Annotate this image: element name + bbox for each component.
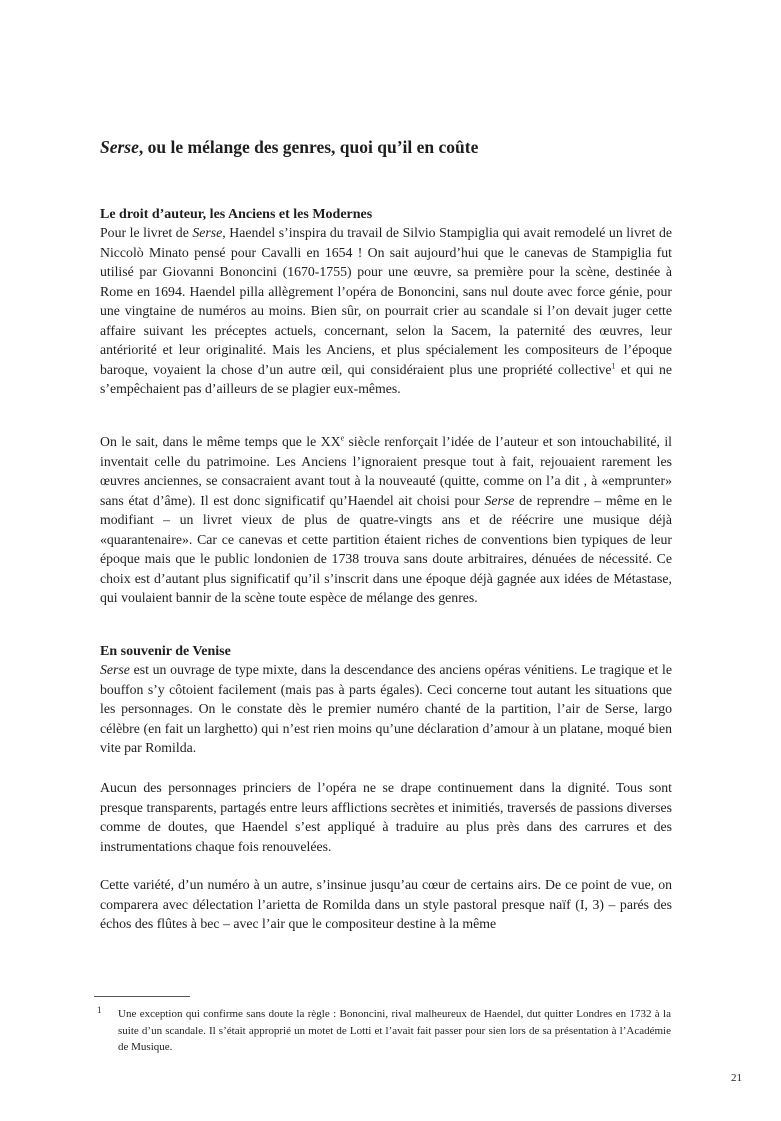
paragraph-patrimoine: On le sait, dans le même temps que le XXe siècle renforçait l’idée de l’auteur et son intouchabilité, il inventait celle du patrimoine. Les Anciens l’ignoraient presque tout à fait, rejouaient rarement les œuvres anciennes, se consacraient avant tout à la nouveauté (quitte, comme on l’a dit , à «emprunter» sans état d’âme). Il est donc significatif qu’Haendel ait choisi pour Serse de reprendre – même en le modifiant – un livret vieux de plus de quatre-vingts ans et de réécrire une musique déjà «quarantenaire». Car ce canevas et cette partition étaient riches de conventions bien typiques de leur époque mais que le public londonien de 1738 trouva sans doute arbitraires, dénuées de nécessité. Ce choix est d’autant plus significatif qu’il s’inscrit dans une époque déjà gagnée aux idées de Métastase, qui voulaient bannir de la scène toute espèce de mélange des genres. xyxy=(100,433,673,605)
title-rest: , ou le mélange des genres, quoi qu’il en coûte xyxy=(138,137,479,157)
paragraph-personnages: Aucun des personnages princiers de l’opéra ne se drape continuement dans la dignité. Tous sont presque transparents, partagés entre leurs afflictions secrètes et inimitiés, traversés de passions diverses comme de doutes, que Haendel s’est appliqué à traduire au plus près dans des carrures et des instrumentations chaque fois renouvelées. xyxy=(100,780,672,854)
chapter-title xyxy=(100,136,700,158)
footnote-text: Une exception qui confirme sans doute la règle : Bononcini, rival malheureux de Haendel, dut quitter Londres en 1732 à la suite d’un scandale. Il s’était approprié un motet de Lotti et l’avait fait passer pour sien lors de sa présentation à l’Académie de Musique. xyxy=(118,1008,671,1053)
paragraph-variete: Cette variété, d’un numéro à un autre, s’insinue jusqu’au cœur de certains airs. De ce point de vue, on comparera avec délectation l’arietta de Romilda dans un style pastoral presque naïf (I, 3) – parés des échos des flûtes à bec – avec l’air que le compositeur destine à la même xyxy=(100,877,672,931)
footnote-ref: 1 xyxy=(611,360,616,370)
title-italic: Serse xyxy=(100,137,139,157)
paragraph-livret: Pour le livret de Serse, Haendel s’inspira du travail de Silvio Stampiglia qui avait remodelé un livret de Niccolò Minato pensé pour Cavalli en 1654 ! On sait aujourd’hui que le canevas de Stampiglia fut utilisé par Giovanni Bononcini (1670-1755) pour une œuvre, sa première pour la scène, destinée à Rome en 1694. Haendel pilla allègrement l’opéra de Bononcini, sans nul doute avec force génie, pour une vingtaine de numéros au moins. Bien sûr, on pourrait crier au scandale si l’on devait juger cette affaire suivant les préceptes actuels, concernant, selon la Sacem, la paternité des œuvres, leur antériorité et leur originalité. Mais les Anciens, et plus spécialement les compositeurs de l’époque baroque, voyaient la chose d’un autre œil, qui considéraient plus une propriété collective$^1$ et qui ne s’empêchaient pas d’ailleurs de se plagier eux-mêmes. xyxy=(100,225,672,396)
section-heading-venise: En souvenir de Venise xyxy=(100,644,231,659)
paragraph-ouvrage-mixte: Serse est un ouvrage de type mixte, dans la descendance des anciens opéras vénitiens. Le tragique et le bouffon s’y côtoient facilement (mais pas à parts égales). Ceci concerne tout autant les situations que les personnages. On le constate dès le premier numéro chanté de la partition, l’air de Serse, largo célèbre (en fait un larghetto) qui n’est rien moins qu’une déclaration d’amour à un platane, moqué bien vite par Romilda. xyxy=(100,662,672,755)
footnote-mark: 1 xyxy=(97,1005,102,1015)
footnote-divider xyxy=(94,996,190,997)
page-number: 21 xyxy=(731,1072,742,1084)
section-heading-droit-auteur: Le droit d’auteur, les Anciens et les Modernes xyxy=(100,207,373,222)
